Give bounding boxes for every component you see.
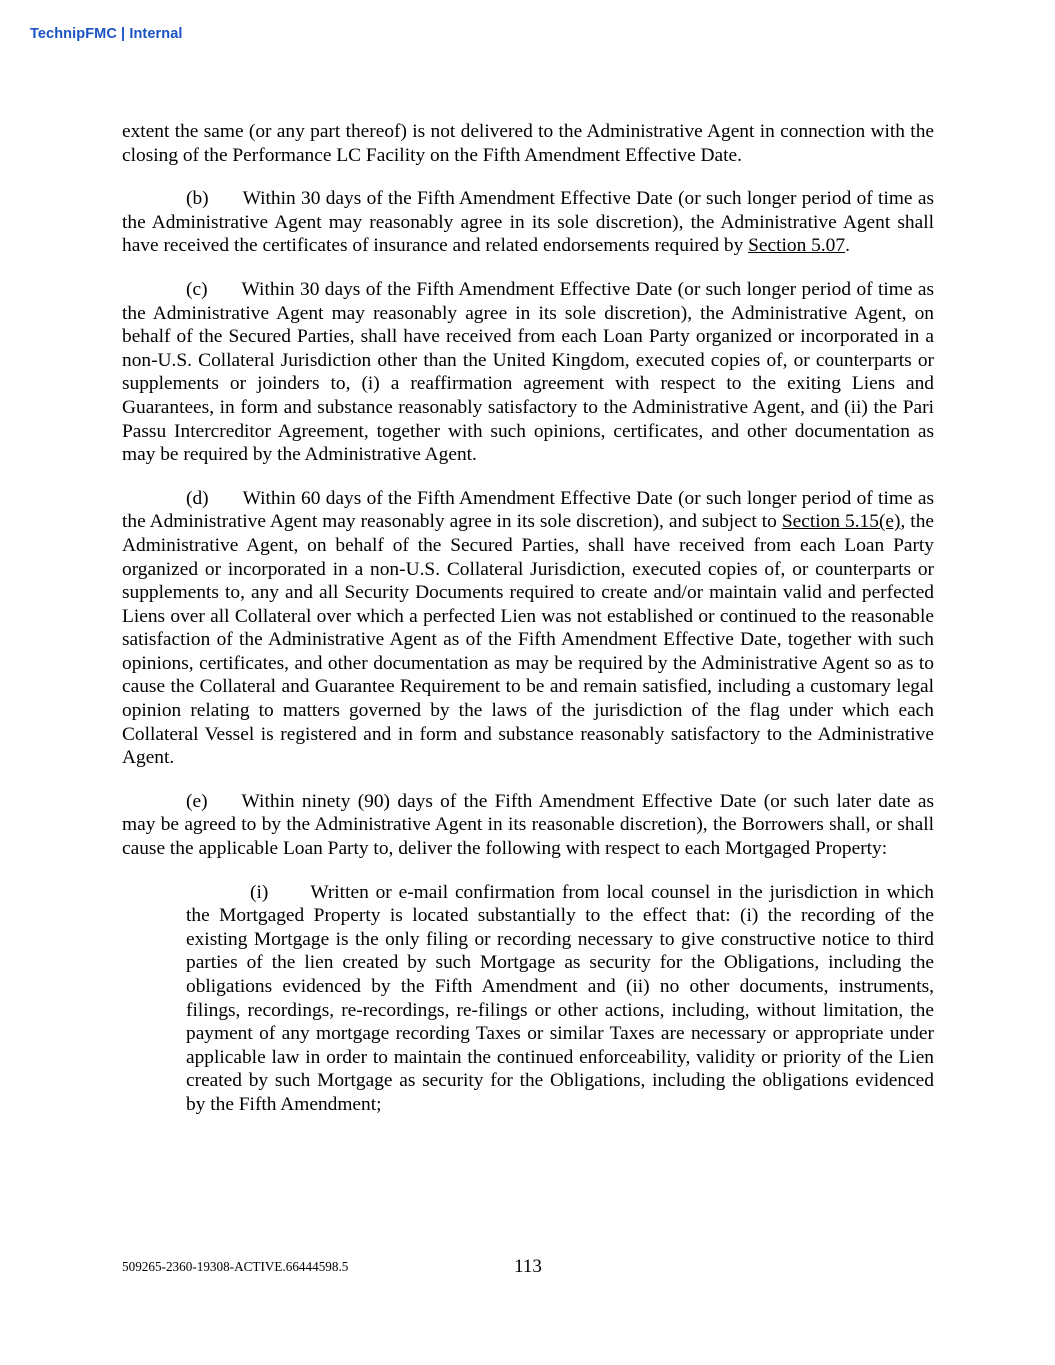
paragraph-e-i: [186, 881, 934, 1117]
paragraph-label: (e): [186, 790, 208, 812]
document-body: [122, 120, 934, 1117]
paragraph-text: Within ninety (90) days of the Fifth Amendment Effective Date (or such later date as may be agreed to by the Administrative Agent in its reasonable discretion), the Borrowers shall, or shall cause the applicable Loan Party to, deliver the following with respect to each Mortgaged Property:: [122, 790, 934, 860]
paragraph-continuation: [122, 120, 934, 167]
paragraph-text: Written or e-mail confirmation from local counsel in the jurisdiction in which the Mortgaged Property is located substantially to the effect that: (i) the recording of the existing Mortgage is the only filing or recording necessary to give constructive notice to third parties of the lien created by such Mortgage as security for the Obligations, including the obligations evidenced by the Fifth Amendment and (ii) no other documents, instruments, filings, recordings, re-recordings, re-filings or other actions, including, without limitation, the payment of any mortgage recording Taxes or similar Taxes are necessary or appropriate under applicable law in order to maintain the continued enforceability, validity or priority of the Lien created by such Mortgage as security for the Obligations, including the obligations evidenced by the Fifth Amendment;: [186, 881, 934, 1115]
section-reference: Section 5.15(e): [781, 511, 901, 533]
paragraph-label: (d): [186, 487, 209, 509]
paragraph-d: [122, 487, 934, 770]
document-id: 509265-2360-19308-ACTIVE.66444598.5: [122, 1259, 349, 1274]
paragraph-text: Within 30 days of the Fifth Amendment Effective Date (or such longer period of time as the Administrative Agent may reasonably agree in its sole discretion), the Administrative Agent shall have received the certificates of insurance and related endorsements required by: [122, 188, 934, 257]
paragraph-text-tail: .: [845, 235, 850, 257]
section-reference: Section 5.07: [748, 235, 846, 257]
paragraph-text-tail: , the Administrative Agent, on behalf of the Secured Parties, shall have received from each Loan Party organized or incorporated in a non-U.S. Collateral Jurisdiction, executed copies of, or counterparts or supplements to, any and all Security Documents required to create and/or maintain valid and perfected Liens over all Collateral over which a perfected Lien was not established or continued to the reasonable satisfaction of the Administrative Agent as of the Fifth Amendment Effective Date, together with such opinions, certificates, and other documentation as may be required by the Administrative Agent so as to cause the Collateral and Guarantee Requirement to be and remain satisfied, including a customary legal opinion relating to matters governed by the laws of the jurisdiction of the flag under which each Collateral Vessel is registered and in form and substance reasonably satisfactory to the Administrative Agent.: [122, 511, 934, 769]
paragraph-text: Within 30 days of the Fifth Amendment Effective Date (or such longer period of time as the Administrative Agent may reasonably agree in its sole discretion), the Administrative Agent, on behalf of the Secured Parties, shall have received from each Loan Party organized or incorporated in a non-U.S. Collateral Jurisdiction other than the United Kingdom, executed copies of, or counterparts or supplements or joinders to, (i) a reaffirmation agreement with respect to the exiting Liens and Guarantees, in form and substance reasonably satisfactory to the Administrative Agent, and (ii) the Pari Passu Intercreditor Agreement, together with such opinions, certificates, and other documentation as may be required by the Administrative Agent.: [122, 278, 934, 466]
paragraph-label: (c): [186, 278, 208, 300]
page-number: 113: [514, 1256, 542, 1277]
classification-banner: TechnipFMC | Internal: [30, 26, 183, 42]
paragraph-b: [122, 187, 934, 258]
paragraph-label: (b): [186, 188, 209, 210]
paragraph-text: Within 60 days of the Fifth Amendment Effective Date (or such longer period of time as the Administrative Agent may reasonably agree in its sole discretion), and subject to: [122, 487, 934, 533]
paragraph-text: extent the same (or any part thereof) is not delivered to the Administrative Agent in connection with the closing of the Performance LC Facility on the Fifth Amendment Effective Date.: [122, 121, 934, 166]
paragraph-c: [122, 278, 934, 467]
paragraph-label: (i): [250, 881, 269, 903]
paragraph-e: [122, 790, 934, 861]
